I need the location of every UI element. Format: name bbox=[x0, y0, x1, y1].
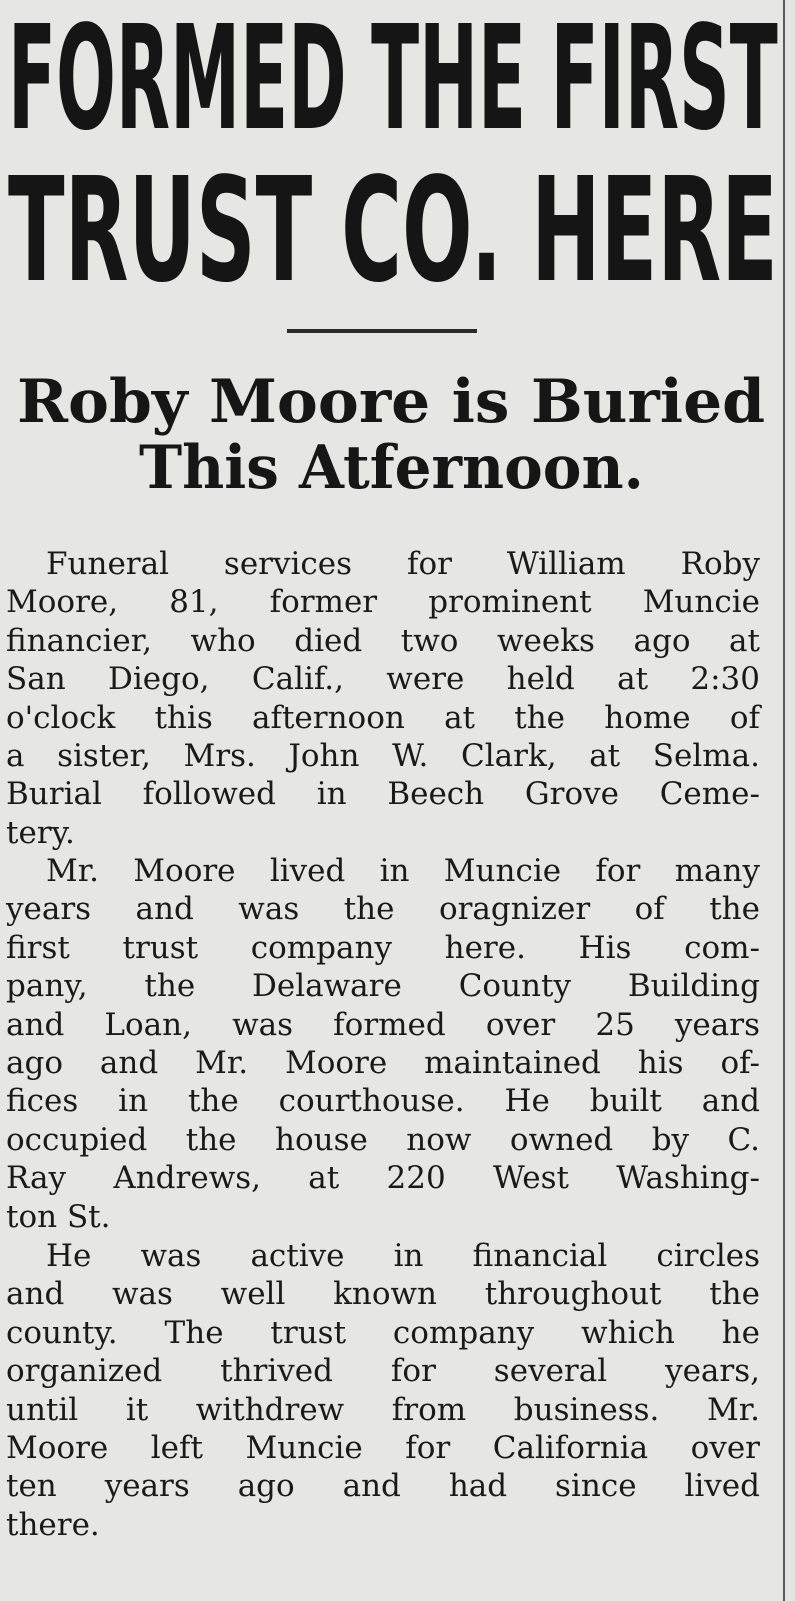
text-line: first trust company here. His com- bbox=[6, 929, 760, 966]
text-line: San Diego, Calif., were held at 2:30 bbox=[6, 661, 760, 698]
subhead-line-2: This Atfernoon. bbox=[138, 433, 644, 503]
text-line: a sister, Mrs. John W. Clark, at Selma. bbox=[6, 737, 760, 774]
subhead-line-1: Roby Moore is Buried bbox=[17, 367, 766, 437]
text-line: occupied the house now owned by C. bbox=[6, 1121, 760, 1158]
article-paragraph-1 bbox=[6, 545, 760, 852]
text-line: pany, the Delaware County Building bbox=[6, 968, 760, 1005]
text-line: He was active in financial circles bbox=[46, 1238, 760, 1274]
text-line: years and was the oragnizer of the bbox=[6, 891, 760, 928]
headline-line-1: FORMED THE FIRST bbox=[8, 0, 778, 163]
text-line: county. The trust company which he bbox=[6, 1314, 760, 1351]
text-line: ago and Mr. Moore maintained his of- bbox=[6, 1044, 760, 1081]
article-paragraph-2 bbox=[6, 852, 760, 1236]
text-line: and Loan, was formed over 25 years bbox=[6, 1006, 760, 1043]
text-line: ton St. bbox=[6, 1198, 111, 1235]
text-line: Moore, 81, former prominent Muncie bbox=[6, 584, 760, 621]
text-line: there. bbox=[6, 1506, 100, 1543]
text-line: organized thrived for several years, bbox=[6, 1353, 760, 1390]
text-line: Burial followed in Beech Grove Ceme- bbox=[6, 776, 760, 813]
column-rule bbox=[783, 0, 785, 1601]
text-line: Funeral services for William Roby bbox=[46, 546, 760, 582]
text-line: and was well known throughout the bbox=[6, 1276, 760, 1313]
text-line: Moore left Muncie for California over bbox=[6, 1429, 760, 1466]
article-paragraph-3 bbox=[6, 1237, 760, 1544]
text-line: tery. bbox=[6, 814, 75, 851]
text-line: financier, who died two weeks ago at bbox=[6, 622, 760, 659]
headline-divider bbox=[287, 329, 477, 333]
text-line: ten years ago and had since lived bbox=[6, 1468, 760, 1505]
text-line: fices in the courthouse. He built and bbox=[6, 1083, 760, 1120]
text-line: until it withdrew from business. Mr. bbox=[6, 1391, 760, 1428]
text-line: Ray Andrews, at 220 West Washing- bbox=[6, 1160, 760, 1197]
headline-line-2: TRUST CO. HERE bbox=[8, 145, 778, 315]
text-line: o'clock this afternoon at the home of bbox=[6, 699, 760, 736]
text-line: Mr. Moore lived in Muncie for many bbox=[46, 853, 760, 889]
